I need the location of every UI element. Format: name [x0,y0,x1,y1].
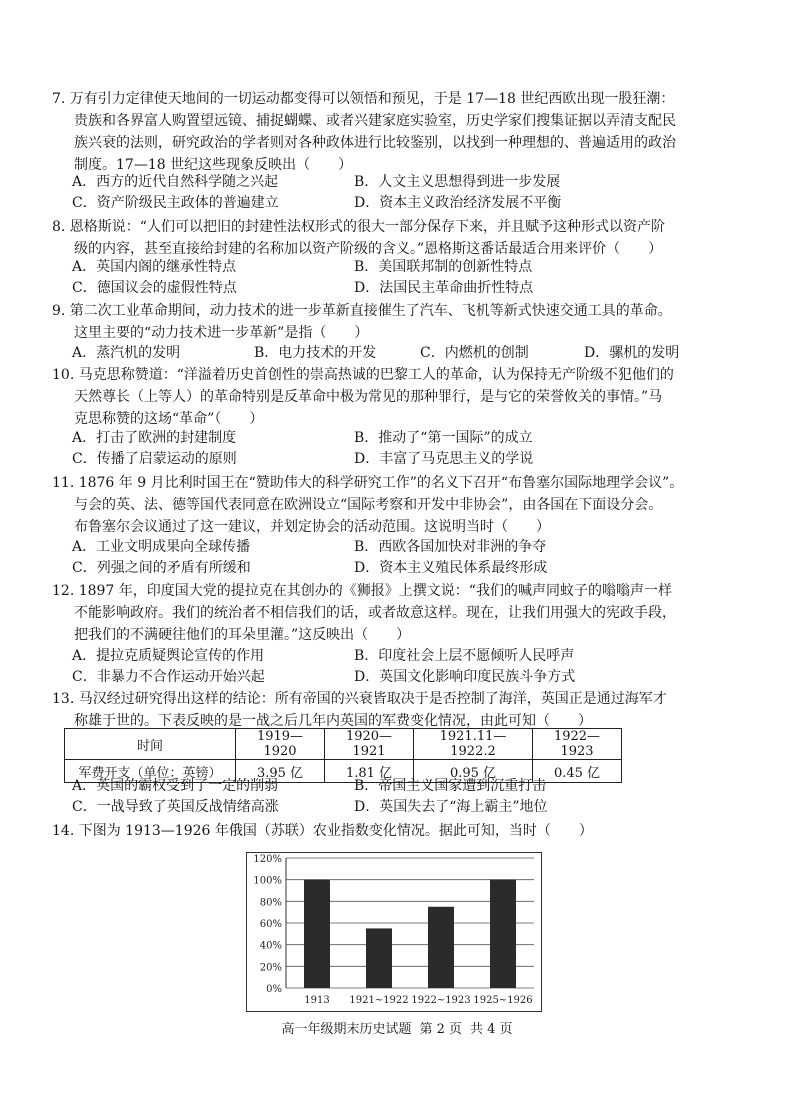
bar [490,880,516,988]
y-tick-label: 100% [253,875,282,887]
question-13-line-2: 称雄于世的。下表反映的是一战之后几年内英国的军费变化情况，由此可知（ ） [74,713,592,729]
question-7-line-4: 制度。17—18 世纪这些现象反映出（ ） [74,157,353,173]
question-9-line-2: 这里主要的“动力技术进一步革新”是指（ ） [74,325,369,341]
question-8-line-1: 8. 恩格斯说：“人们可以把旧的封建性法权形式的很大一部分保存下来，并且赋予这种形式以资产阶 [52,219,665,235]
footer-total-pages: 共 4 页 [470,1022,513,1037]
option-d: D．英国文化影响印度民族斗争方式 [354,669,576,685]
question-10 [52,364,722,430]
option-d: D．法国民主革命曲折性特点 [354,280,534,296]
y-tick-label: 120% [253,854,282,865]
y-tick-label: 80% [259,897,282,909]
x-tick-label: 1925~1926 [473,995,533,1006]
y-tick-label: 60% [259,919,282,930]
option-b: B．西欧各国加快对非洲的争夺 [354,539,547,555]
table-cell: 1.81 亿 [325,760,414,783]
option-d: D．丰富了马克思主义的学说 [354,451,534,467]
footer-title: 高一年级期末历史试题 [281,1022,412,1037]
military-expense-table [64,728,622,783]
option-a: A．英国内阁的继承性特点 [72,259,237,275]
question-8 [52,216,722,260]
table-cell: 3.95 亿 [236,760,325,783]
question-7-line-2: 贵族和各界富人购置望远镜、捕捉蝴蝶、或者兴建家庭实验室，历史学家们搜集证据以弄清支配民 [74,113,676,129]
x-tick-label: 1921~1922 [349,995,409,1006]
option-c: C．列强之间的矛盾有所缓和 [72,560,251,576]
table-cell: 0.95 亿 [414,760,533,783]
table-header-row [65,729,622,760]
option-c: C．传播了启蒙运动的原则 [72,451,237,467]
option-a: A．工业文明成果向全球传播 [72,539,251,555]
table-header-cell: 时间 [65,729,236,760]
question-9-line-1: 9. 第二次工业革命期间，动力技术的进一步革新直接催生了汽车、飞机等新式快速交通工具的革命。 [52,303,672,319]
option-c: C．非暴力不合作运动开始兴起 [72,669,265,685]
table-cell: 0.45 亿 [533,760,622,783]
x-tick-label: 1922~1923 [411,995,471,1006]
page-footer [0,1018,794,1037]
y-tick-label: 0% [266,984,282,995]
option-d: D．资本主义殖民体系最终形成 [354,560,548,576]
question-13 [52,688,722,732]
question-11-line-2: 与会的英、法、德等国代表同意在欧洲设立“国际考察和开发中非协会”，由各国在下面设分会。 [74,497,663,513]
option-a: A．打击了欧洲的封建制度 [72,430,237,446]
table-header-cell: 1920—1921 [325,729,414,760]
option-d: D．骡机的发明 [584,345,680,361]
option-a: A．西方的近代自然科学随之兴起 [72,174,279,190]
question-10-line-1: 10. 马克思称赞道：“洋溢着历史首创性的崇高热诚的巴黎工人的革命，认为保持无产阶级不犯他们的 [52,367,674,383]
option-d: D．资本主义政治经济发展不平衡 [354,195,562,211]
option-a: A．提拉克质疑舆论宣传的作用 [72,648,265,664]
option-c: C．内燃机的创制 [420,345,529,361]
question-7 [52,88,722,176]
option-c: C．德国议会的虚假性特点 [72,280,237,296]
option-b: B．帝国主义国家遭到沉重打击 [354,778,547,794]
question-11-options [72,537,732,579]
question-12-line-3: 把我们的不满硬往他们的耳朵里灌。”这反映出（ ） [74,627,411,643]
option-a: A．蒸汽机的发明 [72,345,181,361]
bar [304,880,330,988]
option-b: B．印度社会上层不愿倾听人民呼声 [354,648,575,664]
bar [366,928,392,988]
question-12-options [72,646,732,688]
question-8-line-2: 级的内容，甚至直接给封建的名称加以资产阶级的含义。”恩格斯这番话最适合用来评价（ ） [74,241,663,257]
y-tick-label: 20% [259,962,282,974]
table-header-cell: 1921.11—1922.2 [414,729,533,760]
question-10-line-3: 克思称赞的这场“革命”（ ） [74,411,264,427]
option-b: B．美国联邦制的创新性特点 [354,259,533,275]
option-a: A．英国的霸权受到了一定的削弱 [72,778,279,794]
y-tick-label: 40% [259,940,282,952]
question-7-line-1: 7. 万有引力定律使天地间的一切运动都变得可以领悟和预见，于是 17—18 世纪西欧出现一股狂潮： [52,91,675,107]
option-c: C．一战导致了英国反战情绪高涨 [72,799,279,815]
question-9-options [72,343,732,364]
question-12-line-1: 12. 1897 年，印度国大党的提拉克在其创办的《狮报》上撰文说：“我们的喊声同蚊子的嗡嗡声一样 [52,583,672,599]
question-11 [52,472,722,538]
option-c: C．资产阶级民主政体的普遍建立 [72,195,279,211]
option-d: D．英国失去了“海上霸主”地位 [354,799,548,815]
question-11-line-3: 布鲁塞尔会议通过了这一建议，并划定协会的活动范围。这说明当时（ ） [74,519,550,535]
table-header-cell: 1919—1920 [236,729,325,760]
question-7-options [72,172,732,214]
agriculture-index-chart [246,852,542,1012]
option-b: B．电力技术的开发 [254,345,377,361]
question-10-options [72,428,732,470]
question-11-line-1: 11. 1876 年 9 月比利时国王在“赞助伟大的科学研究工作”的名义下召开“布鲁塞尔国际地理学会议”。 [52,475,684,491]
footer-page-number: 第 2 页 [419,1022,462,1037]
question-8-options [72,257,732,299]
question-12-line-2: 不能影响政府。我们的统治者不相信我们的话，或者故意这样。现在，让我们用强大的宪政手段， [74,605,676,621]
question-12 [52,580,722,646]
question-13-line-1: 13. 马汉经过研究得出这样的结论：所有帝国的兴衰皆取决于是否控制了海洋，英国正是通过海军才 [52,691,667,707]
question-10-line-2: 天然尊长（上等人）的革命特别是反革命中极为常见的那种罪行，是与它的荣誉攸关的事情。”马 [74,389,663,405]
question-7-line-3: 族兴衰的法则，研究政治的学者则对各种政体进行比较鉴别，以找到一种理想的、普遍适用的政治 [74,135,676,151]
option-b: B．人文主义思想得到进一步发展 [354,174,561,190]
question-14 [52,820,722,842]
bar [428,907,454,988]
table-header-cell: 1922—1923 [533,729,622,760]
x-tick-label: 1913 [304,995,330,1006]
bar-chart-svg [246,852,542,1012]
option-b: B．推动了“第一国际”的成立 [354,430,533,446]
question-14-line-1: 14. 下图为 1913—1926 年俄国（苏联）农业指数变化情况。据此可知，当时（ ） [52,823,593,839]
question-13-options [72,776,732,818]
question-9 [52,300,722,344]
table-cell: 军费开支（单位：英镑） [65,760,236,783]
